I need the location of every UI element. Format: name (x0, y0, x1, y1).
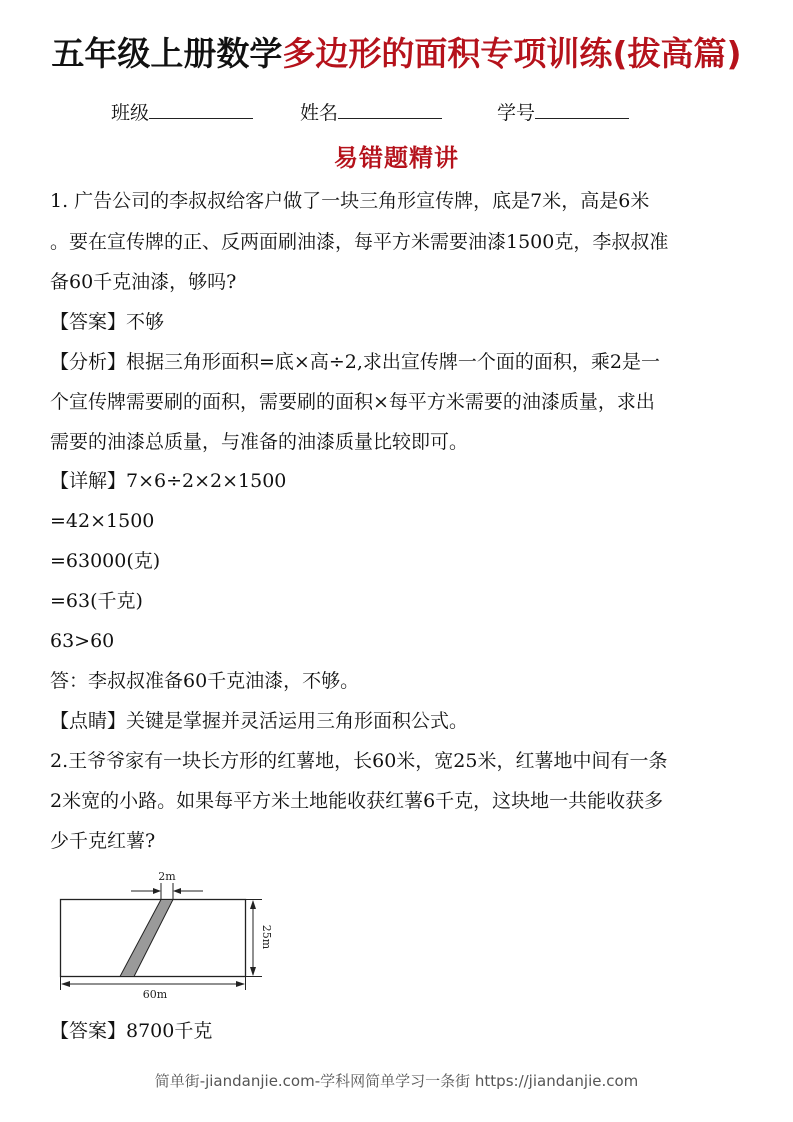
q1-text-line-3: 备60千克油漆，够吗? (50, 271, 237, 293)
length-label: 60m (142, 988, 168, 1001)
q1-solution-line-3: =63000(克) (50, 550, 161, 572)
q1-text-line-1: 1. 广告公司的李叔叔给客户做了一块三角形宣传牌，底是7米，高是6米 (50, 190, 650, 212)
arrowhead-icon (153, 888, 161, 894)
q1-final-answer: 答：李叔叔准备60千克油漆，不够。 (50, 670, 360, 692)
arrowhead-icon (236, 981, 245, 987)
student-number-blank[interactable] (535, 98, 629, 119)
class-blank[interactable] (149, 98, 253, 119)
q1-key-point: 【点睛】关键是掌握并灵活运用三角形面积公式。 (50, 710, 469, 732)
arrowhead-icon (61, 981, 70, 987)
student-number-field (497, 98, 629, 125)
arrowhead-icon (250, 967, 256, 976)
height-label: 25m (260, 924, 273, 950)
q1-solution-line-5: 63>60 (50, 630, 115, 652)
name-field (300, 98, 442, 125)
name-label: 姓名 (300, 102, 339, 124)
q2-text-line-2: 2米宽的小路。如果每平方米土地能收获红薯6千克，这块地一共能收获多 (50, 790, 664, 812)
title-grade-subject: 五年级上册数学 (51, 34, 283, 73)
q1-analysis-line-3: 需要的油漆总质量，与准备的油漆质量比较即可。 (50, 431, 469, 453)
q2-text-line-3: 少千克红薯? (50, 830, 156, 852)
student-info-fields (0, 98, 793, 128)
q1-analysis-line-1: 【分析】根据三角形面积=底×高÷2,求出宣传牌一个面的面积，乘2是一 (50, 351, 660, 373)
title-topic: 多边形的面积专项训练(拔高篇) (282, 34, 742, 73)
student-number-label: 学号 (497, 102, 536, 124)
arrowhead-icon (173, 888, 181, 894)
q2-answer: 【答案】8700千克 (50, 1020, 213, 1042)
q1-analysis-line-2: 个宣传牌需要刷的面积，需要刷的面积×每平方米需要的油漆质量，求出 (50, 391, 655, 413)
section-subtitle: 易错题精讲 (334, 144, 459, 172)
q1-answer: 【答案】不够 (50, 311, 165, 333)
path-width-label: 2m (158, 870, 176, 883)
q1-text-line-2: 。要在宣传牌的正、反两面刷油漆，每平方米需要油漆1500克，李叔叔准 (50, 231, 669, 253)
q1-solution-line-1: 【详解】7×6÷2×2×1500 (50, 470, 287, 492)
arrowhead-icon (250, 900, 256, 909)
name-blank[interactable] (338, 98, 442, 119)
q1-solution-line-4: =63(千克) (50, 590, 143, 612)
page-footer: 简单街-jiandanjie.com-学科网简单学习一条街 https://jiandanjie.com (154, 1072, 639, 1090)
q2-text-line-1: 2.王爷爷家有一块长方形的红薯地，长60米，宽25米，红薯地中间有一条 (50, 750, 668, 772)
class-field (111, 98, 253, 125)
document-title (0, 28, 793, 75)
q1-solution-line-2: =42×1500 (50, 510, 155, 532)
class-label: 班级 (111, 102, 150, 124)
field-diagram (50, 860, 280, 1010)
